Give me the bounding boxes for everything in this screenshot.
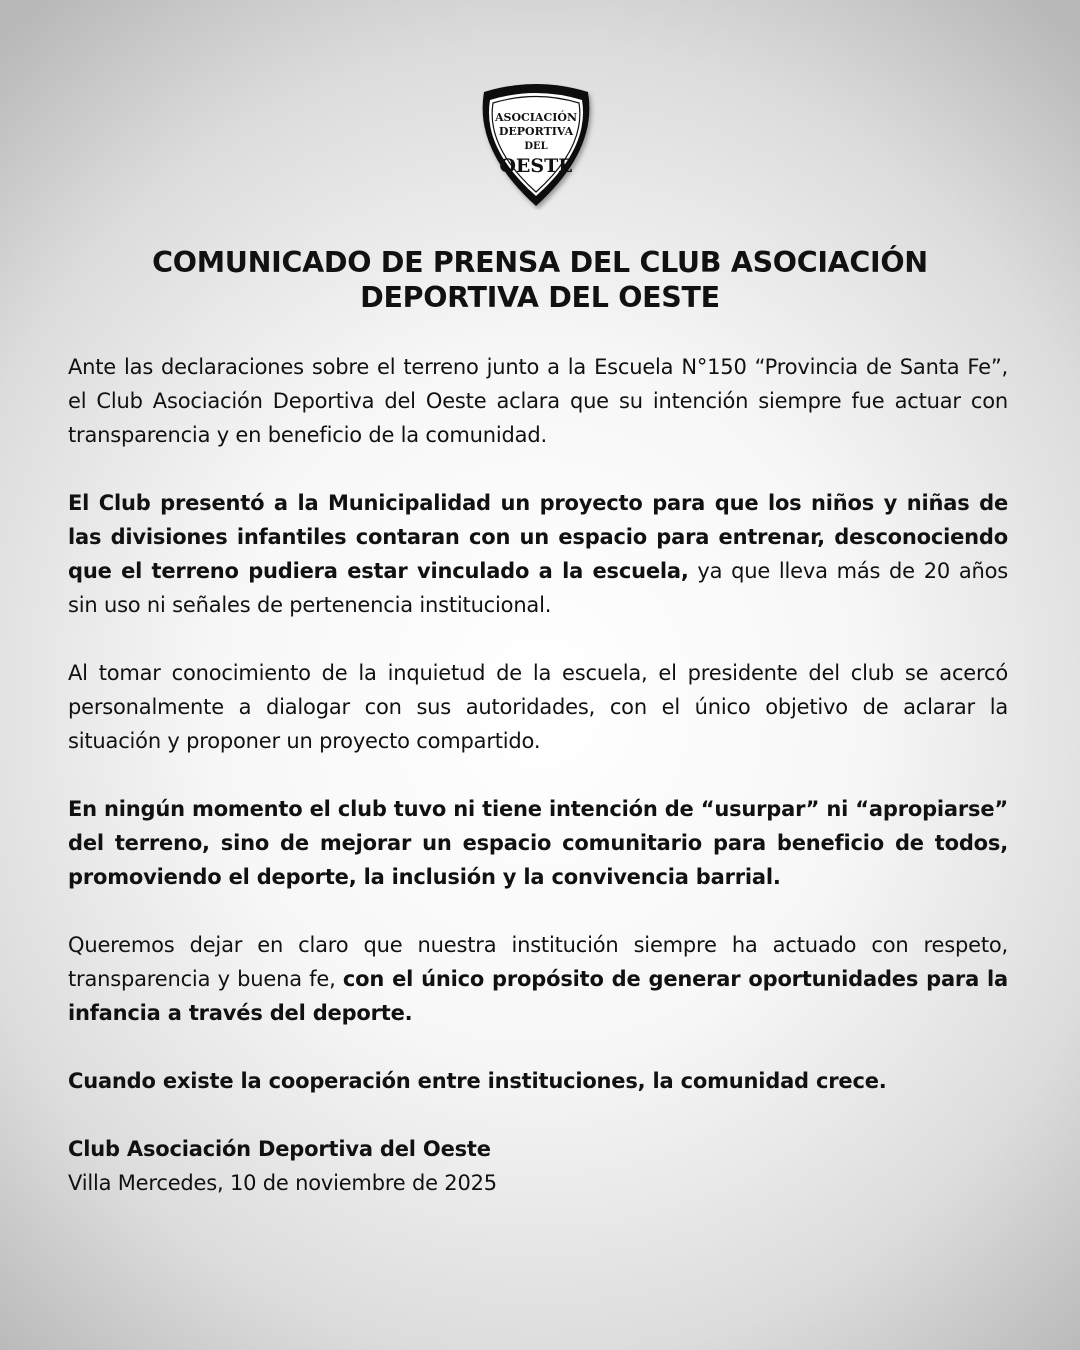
club-crest-logo <box>472 80 600 210</box>
signature-place-date: Villa Mercedes, 10 de noviembre de 2025 <box>68 1171 497 1195</box>
press-release-body <box>68 350 1008 1200</box>
paragraph-closing <box>68 1064 1008 1098</box>
signature-block <box>68 1132 1008 1200</box>
paragraph-intention <box>68 792 1008 894</box>
paragraph-respect-bold: con el único propósito de generar oportunidades para la infancia a través del deporte. <box>68 967 1008 1025</box>
svg-text:DEL: DEL <box>524 141 548 152</box>
svg-text:DEPORTIVA: DEPORTIVA <box>498 125 574 138</box>
paragraph-project <box>68 486 1008 622</box>
paragraph-respect-normal: Queremos dejar en claro que nuestra institución siempre ha actuado con respeto, transparencia y buena fe, <box>68 933 1008 991</box>
paragraph-intention-bold: En ningún momento el club tuvo ni tiene intención de “usurpar” ni “apropiarse” del terreno, sino de mejorar un espacio comunitario para beneficio de todos, promoviendo el deporte, la inclusión y la convivencia barrial. <box>68 797 1008 889</box>
page-title: COMUNICADO DE PRENSA DEL CLUB ASOCIACIÓN DEPORTIVA DEL OESTE <box>152 246 928 314</box>
svg-text:ASOCIACIÓN: ASOCIACIÓN <box>494 111 578 124</box>
signature-name: Club Asociación Deportiva del Oeste <box>68 1137 491 1161</box>
paragraph-closing-bold: Cuando existe la cooperación entre instituciones, la comunidad crece. <box>68 1069 887 1093</box>
svg-text:OESTE: OESTE <box>499 155 573 177</box>
paragraph-project-rest: ya que lleva más de 20 años sin uso ni señales de pertenencia institucional. <box>68 559 1008 617</box>
paragraph-project-bold: El Club presentó a la Municipalidad un proyecto para que los niños y niñas de las divisiones infantiles contaran con un espacio para entrenar, desconociendo que el terreno pudiera estar vinculado a la escuela, <box>68 491 1008 583</box>
paragraph-intro: Ante las declaraciones sobre el terreno junto a la Escuela N°150 “Provincia de Santa Fe”, el Club Asociación Deportiva del Oeste aclara que su intención siempre fue actuar con transparencia y en beneficio de la comunidad. <box>68 355 1008 447</box>
paragraph-dialogue: Al tomar conocimiento de la inquietud de la escuela, el presidente del club se acercó personalmente a dialogar con sus autoridades, con el único objetivo de aclarar la situación y proponer un proyecto compartido. <box>68 661 1008 753</box>
paragraph-respect <box>68 928 1008 1030</box>
